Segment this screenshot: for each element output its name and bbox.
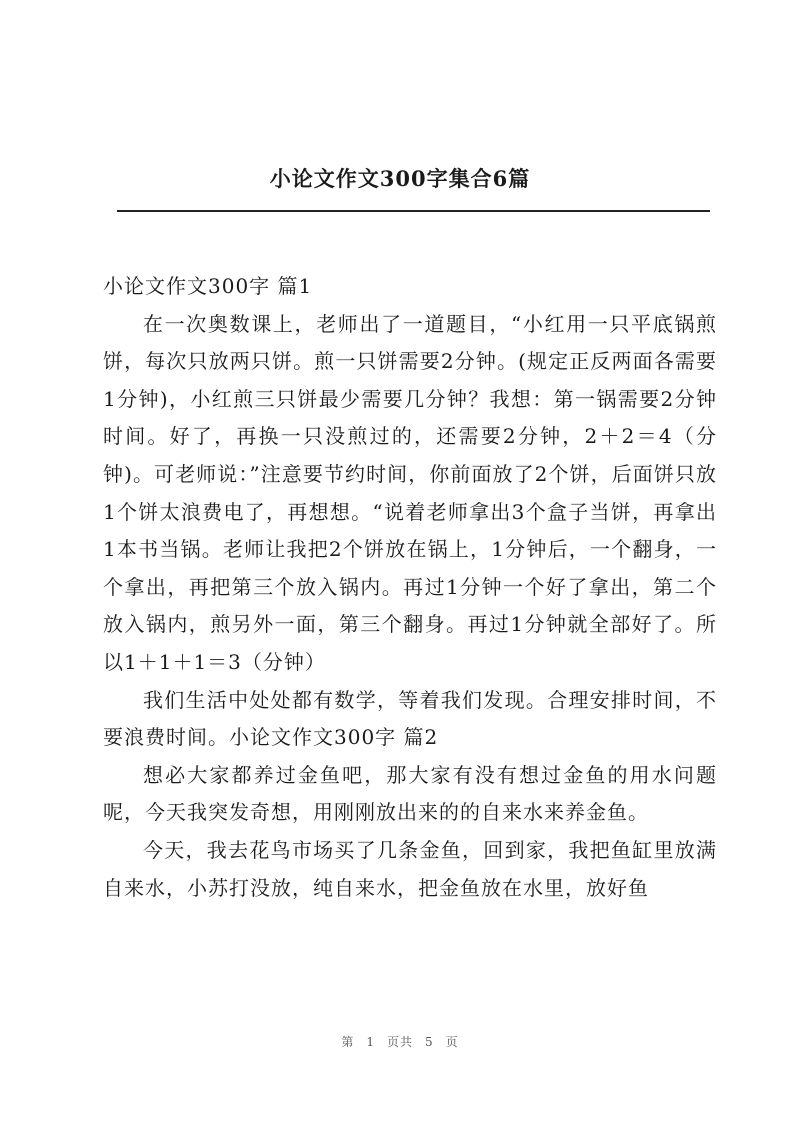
title-underline [117,210,710,212]
paragraph: 今天，我去花鸟市场买了几条金鱼，回到家，我把鱼缸里放满自来水，小苏打没放，纯自来水，把金鱼放在水里，放好鱼 [103,837,717,900]
total-pages-number: 5 [425,1035,434,1049]
paragraph: 我们生活中处处都有数学，等着我们发现。合理安排时间，不要浪费时间。小论文作文300字 篇2 [103,687,717,750]
current-page-number: 1 [366,1035,375,1049]
document-body [103,268,717,907]
page-label-suffix: 页 [445,1035,459,1049]
page-label-middle: 页共 [386,1035,413,1049]
page-label-prefix: 第 [341,1035,355,1049]
section-heading: 小论文作文300字 篇1 [103,274,313,298]
document-title: 小论文作文300字集合6篇 [269,166,531,191]
paragraph: 在一次奥数课上，老师出了一道题目，“小红用一只平底锅煎饼，每次只放两只饼。煎一只饼需要2分钟。(规定正反两面各需要1分钟)，小红煎三只饼最少需要几分钟？我想：第一锅需要2分钟时间。好了，再换一只没煎过的，还需要2分钟，2＋2＝4（分钟)。可老师说：”注意要节约时间，你前面放了2个饼，后面饼只放1个饼太浪费电了，再想想。“说着老师拿出3个盒子当饼，再拿出1本书当锅。老师让我把2个饼放在锅上，1分钟后，一个翻身，一个拿出，再把第三个放入锅内。再过1分钟一个好了拿出，第二个放入锅内，煎另外一面，第三个翻身。再过1分钟就全部好了。所以1＋1＋1＝3（分钟） [103,311,717,674]
paragraph: 想必大家都养过金鱼吧，那大家有没有想过金鱼的用水问题呢，今天我突发奇想，用刚刚放出来的的自来水来养金鱼。 [103,762,717,825]
page-footer [0,1033,800,1050]
